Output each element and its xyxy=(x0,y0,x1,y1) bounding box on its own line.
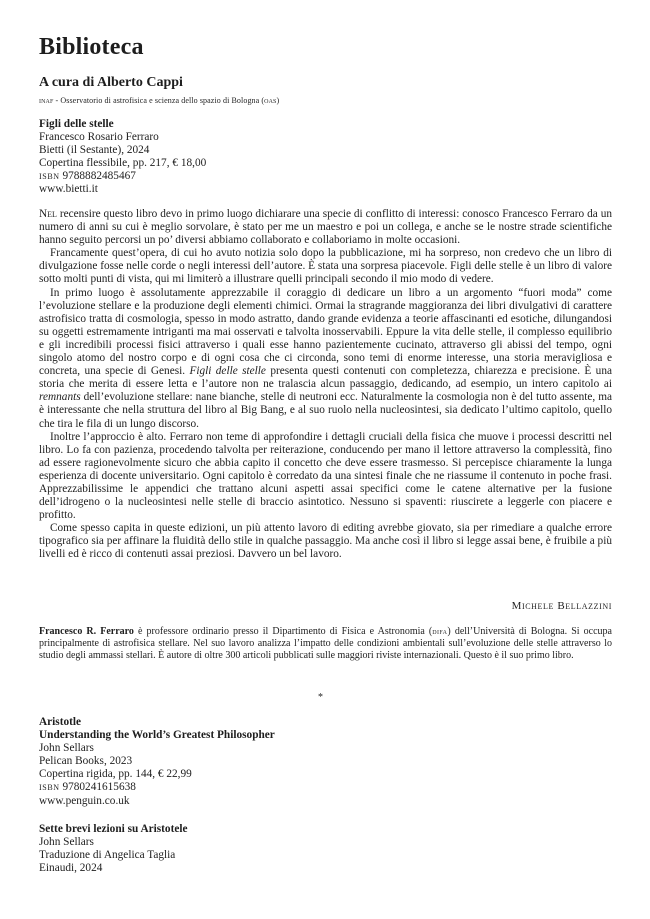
book-website: www.bietti.it xyxy=(39,183,98,196)
review-paragraph-text: dell’evoluzione stellare: nane bianche, stelle di neutroni ecc. Naturalmente la cosmologia non è del tutto assente, ma è interessante che nella struttura del libro al Big Bang, e al suo ruolo nella nucleosintesi, sia dedicato l’ultimo capitolo, quello che tira le fila di un lungo discorso. xyxy=(39,391,612,430)
book-subtitle: Understanding the World’s Greatest Philosopher xyxy=(39,729,275,742)
section-separator: * xyxy=(318,692,323,703)
bio-author-name: Francesco R. Ferraro xyxy=(39,626,134,637)
review-paragraph-text: In primo luogo è assolutamente apprezzabile il coraggio di dedicare un libro a un argomento “fuori moda” come l’evoluzione stellare e la produzione degli elementi chimici. Ormai la stragrande maggioranza dei libri divulgativi di carattere astrofisico tratta di cosmologia, spesso in modo astratto, dando grande evidenza a teorie affascinanti ed esotiche, dilungandosi su oggetti estremamente intriganti ma mai osservati e talvolta inosservabili. Eppure la vita delle stelle, il complesso equilibrio e gli incredibili processi fisici attraverso i quali esse hanno pazientemente cucinato, attraverso gli abissi del tempo, ogni singolo atomo del nostro corpo e di ogni cosa che ci circonda, sono temi di enorme interesse, una storia meravigliosa e concreta, una specie di Genesi. xyxy=(39,286,612,378)
book-title: Figli delle stelle xyxy=(39,118,114,130)
book-title-italic: Figli delle stelle xyxy=(189,365,266,378)
book-author: John Sellars xyxy=(39,742,94,755)
book-isbn xyxy=(39,170,206,183)
isbn-label: ISBN xyxy=(39,172,60,182)
section-title: Biblioteca xyxy=(39,34,144,60)
book-title: Sette brevi lezioni su Aristotele xyxy=(39,823,188,835)
affiliation-abbr: inaf xyxy=(39,96,54,105)
affiliation-text: - Osservatorio di astrofisica e scienza dello spazio di Bologna ( xyxy=(53,96,265,105)
review-paragraph xyxy=(39,208,612,247)
book-info-aristotle xyxy=(39,716,275,808)
book-author: Francesco Rosario Ferraro xyxy=(39,131,159,144)
affiliation-close: ) xyxy=(276,96,280,105)
review-paragraph xyxy=(39,287,612,431)
bio-text: è professore ordinario presso il Dipartimento di Fisica e Astronomia ( xyxy=(133,626,433,637)
isbn-number: 9780241615638 xyxy=(59,781,136,794)
bio-abbr: difa xyxy=(432,627,448,636)
book-info-figli-delle-stelle xyxy=(39,118,206,197)
review-paragraph: Francamente quest’opera, di cui ho avuto notizia solo dopo la pubblicazione, mi ha sorpreso, non credevo che un libro di divulgazione fosse nelle corde o negli interessi dell’autore. È stata una sorpresa piacevole. Figli delle stelle è un libro di valore sotto molti punti di vista, qui mi limiterò a illustrare quelli principali secondo il mio modo di vedere. xyxy=(39,247,612,286)
bio-text: ) dell’Università di Bologna. Si occupa principalmente di astrofisica stellare. Nel suo lavoro analizza l’impatto delle condizioni ambientali sull’evoluzione delle stelle attraverso lo studio degli ammassi stellari. È autore di oltre 300 articoli pubblicati sulle maggiori riviste internazionali. Questo è il suo primo libro. xyxy=(39,626,612,662)
book-format-price: Copertina rigida, pp. 144, € 22,99 xyxy=(39,768,192,781)
book-publisher: Pelican Books, 2023 xyxy=(39,755,133,768)
review-paragraph-text: presenta questi contenuti con completezza, chiarezza e precisione. È una storia che merita di essere letta e l’autore non ne tralascia alcun passaggio, dedicando, ad esempio, un intero capitolo ai xyxy=(39,365,612,391)
book-author: John Sellars xyxy=(39,836,94,849)
book-format-price: Copertina flessibile, pp. 217, € 18,00 xyxy=(39,157,207,170)
isbn-number: 9788882485467 xyxy=(59,170,136,183)
review-paragraph: Inoltre l’approccio è alto. Ferraro non teme di approfondire i dettagli cruciali della fisica che muove i processi descritti nel libro. Lo fa con pazienza, procedendo talvolta per reiterazione, conducendo per mano il lettore attraverso la complessità, fino ad essere ragionevolmente sicuro che abbia capito il concetto che deve essere trasmesso. Si percepisce chiaramente la lunga esperienza di docente universitario. Ogni capitolo è corredato da una sintesi finale che ne riassume il contenuto in poche frasi. Apprezzabilissime le appendici che trattano alcuni aspetti assai specifici come le catene alternative per la fusione dell’idrogeno o la nucleosintesi nelle stelle di braccio asintotico. Nessuno si spaventi: riuscirete a leggerle con piacere e profitto. xyxy=(39,430,612,522)
book-info-sette-brevi-lezioni xyxy=(39,823,188,875)
reviewer-signature: Michele Bellazzini xyxy=(511,600,612,612)
book-publisher: Bietti (il Sestante), 2024 xyxy=(39,144,150,157)
review-lead-word: Nel xyxy=(39,208,57,220)
book-translator: Traduzione di Angelica Taglia xyxy=(39,849,176,862)
isbn-label: ISBN xyxy=(39,783,60,793)
review-paragraph-text: recensire questo libro devo in primo luogo dichiarare una specie di conflitto di interessi: conosco Francesco Ferraro da un numero di anni su cui è meglio sorvolare, è stato per me un maestro e poi un collega, e anche se le nostre strade scientifiche hanno seguito percorsi un po’ diversi abbiamo collaborato e collaboriamo in molte occasioni. xyxy=(39,208,612,247)
review-text xyxy=(39,208,612,562)
book-publisher: Einaudi, 2024 xyxy=(39,862,103,875)
editor-line: A cura di Alberto Cappi xyxy=(39,75,183,90)
review-paragraph: Come spesso capita in queste edizioni, un più attento lavoro di editing avrebbe giovato, sia per rimediare a qualche errore tipografico sia per affinare la fluidità dello stile in qualche passaggio. Ma anche così il libro si legge assai bene, è fruibile a più livelli ed è ricco di contenuti assai preziosi. Davvero un bel lavoro. xyxy=(39,522,612,561)
term-italic: remnants xyxy=(39,391,81,404)
affiliation xyxy=(39,96,279,105)
book-title: Aristotle xyxy=(39,716,82,728)
book-isbn xyxy=(39,781,275,794)
author-bio xyxy=(39,626,612,662)
affiliation-abbr-oas: oas xyxy=(264,96,277,105)
book-website: www.penguin.co.uk xyxy=(39,794,130,807)
